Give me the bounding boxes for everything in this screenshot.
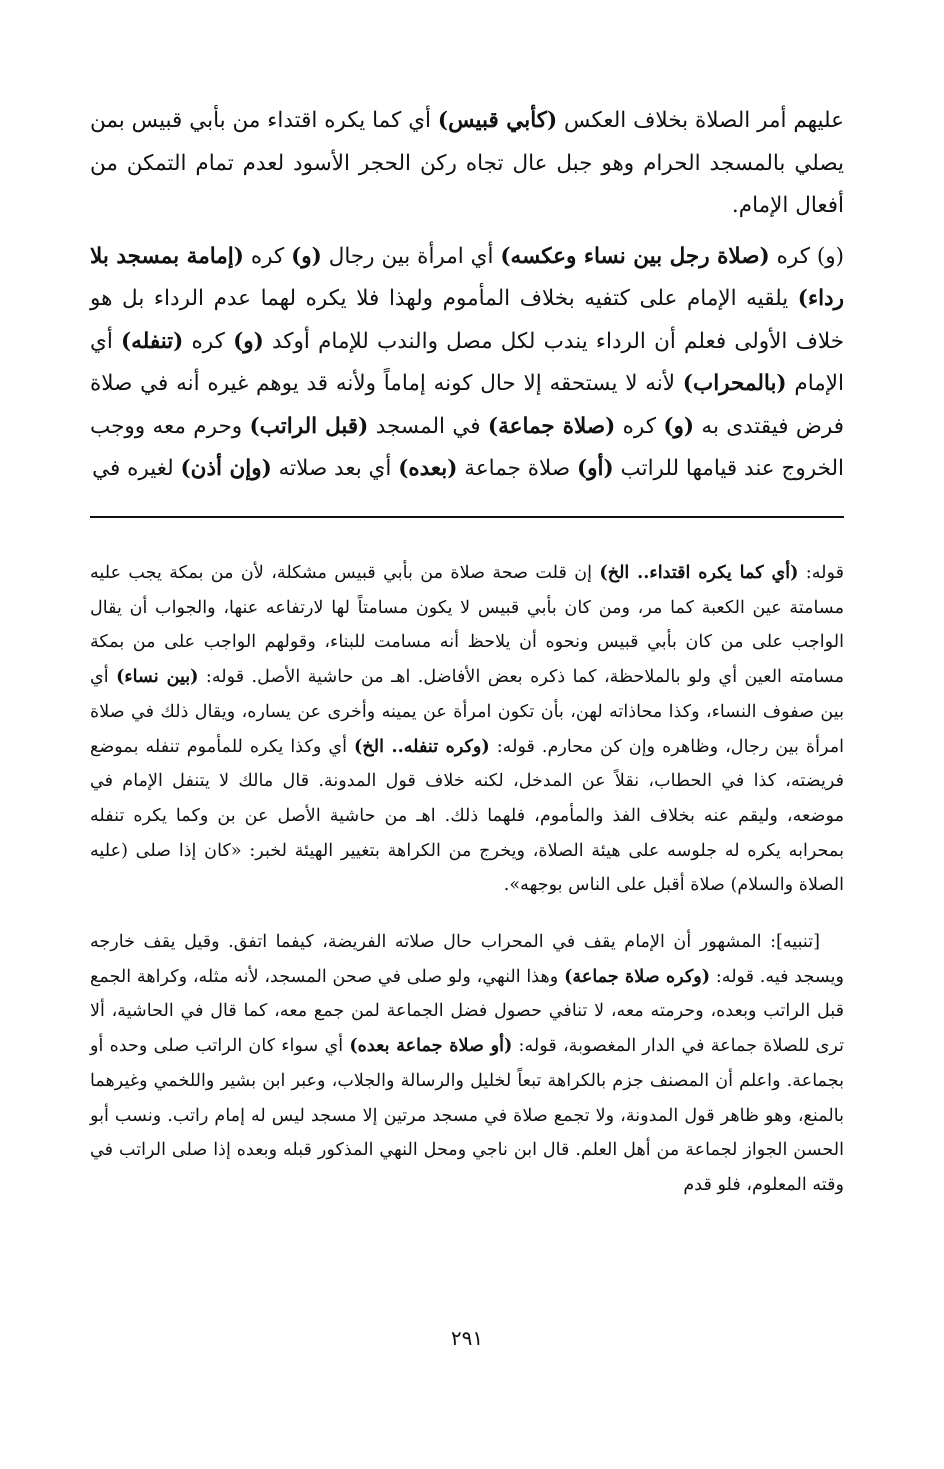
commentary-paragraph-1 xyxy=(90,556,844,903)
text-segment: أي بعد صلاته xyxy=(271,456,399,481)
bold-matn-segment: (وكره صلاة جماعة) xyxy=(564,965,711,987)
bold-matn-segment: (و) xyxy=(663,413,695,439)
bold-matn-segment: (و) xyxy=(291,243,322,269)
bold-matn-segment: (بالمحراب) xyxy=(682,371,787,396)
commentary-paragraph-2 xyxy=(90,925,844,1203)
text-segment: كره xyxy=(243,243,292,269)
text-segment: يلقيه الإمام على كتفيه بخلاف المأموم ولهذا فلا يكره لهما عدم الرداء بل هو خلاف الأولى فعلم أن الرداء يندب لكل مصل والندب للإمام أوكد xyxy=(90,286,845,354)
text-segment: إن قلت صحة صلاة من بأبي قبيس مشكلة، لأن من بمكة يجب عليه مسامتة عين الكعبة كما مر، ومن كان بأبي قبيس لا يكون مسامتاً لها لارتفاعه عنها، والجواب أن يقال الواجب على من كان بأبي قبيس ونحوه أن يلاحظ أنه مسامت للبناء، وقولهم الواجب على من بمكة مسامته العين أي ولو بالملاحظة، كما ذكره بعض الأفاضل. اهـ من حاشية الأصل. قوله: xyxy=(90,563,844,688)
commentary-text xyxy=(90,556,844,1203)
text-segment: أي وكذا يكره للمأموم تنفله بموضع فريضته، كذا في الحطاب، نقلاً عن المدخل، لكنه خلاف قول المدونة. قال مالك لا يتنفل الإمام في موضعه، وليقم عنه بخلاف الفذ والمأموم، فلهما ذلك. اهـ من حاشية الأصل عن بن وكما يكره تنفله بمحرابه يكره له جلوسه على هيئة الصلاة، ويخرج من الكراهة بتغيير الهيئة لخبر: «كان إذا صلى (عليه الصلاة والسلام) صلاة أقبل على الناس بوجهه». xyxy=(90,736,844,896)
bold-matn-segment: (قبل الراتب) xyxy=(249,413,369,439)
main-paragraph-2 xyxy=(90,236,844,491)
text-segment: لغيره في xyxy=(92,456,181,481)
text-segment: أي كما يكره اقتداء من بأبي قبيس بمن يصلي بالمسجد الحرام وهو جبل عال تجاه ركن الحجر الأسود لعدم تمام التمكن من أفعال الإمام. xyxy=(90,108,844,218)
text-segment: [تنبيه]: المشهور أن الإمام يقف في المحراب حال صلاته الفريضة، كيفما اتفق. وقيل يقف خارجه ويسجد فيه. قوله: xyxy=(90,932,844,987)
bold-matn-segment: (و) xyxy=(233,328,264,354)
text-segment: قوله: xyxy=(798,563,844,583)
bold-matn-segment: (وكره تنفله.. الخ) xyxy=(354,735,490,757)
bold-matn-segment: (صلاة جماعة) xyxy=(487,413,616,439)
text-segment: وحرم معه ووجب الخروج عند قيامها للراتب xyxy=(90,413,844,481)
main-text xyxy=(90,100,844,491)
text-segment: وهذا النهي، ولو صلى في صحن المسجد، لأنه مثله، وكراهة الجمع قبل الراتب وبعده، وحرمته معه، لا تنافي حصول فضل الجماعة لمن جمع معه، كما قال في الحاشية، ألا ترى للصلاة جماعة في الدار المغصوبة، قوله: xyxy=(90,966,844,1057)
text-segment: كره xyxy=(183,328,234,354)
text-segment: أي سواء كان الراتب صلى وحده أو بجماعة. واعلم أن المصنف جزم بالكراهة تبعاً لخليل والرسالة والجلاب، وعبر ابن بشير واللخمي وغيرهما بالمنع، وهو ظاهر قول المدونة، ولا تجمع صلاة في مسجد مرتين إلا مسجد ليس له إمام راتب. ونسب أبو الحسن الجواز لجماعة من أهل العلم. قال ابن ناجي ومحل النهي المذكور قبله وبعده إذا صلى الراتب في وقته المعلوم، فلو قدم xyxy=(90,1036,844,1195)
text-segment: عليهم أمر الصلاة بخلاف العكس xyxy=(557,108,844,133)
bold-matn-segment: (وإن أذن) xyxy=(180,456,272,481)
text-segment: كره xyxy=(615,413,664,439)
text-segment: صلاة جماعة xyxy=(457,456,577,481)
bold-matn-segment: (بعده) xyxy=(398,456,458,481)
bold-matn-segment: (إمامة بمسجد بلا رداء) xyxy=(90,243,844,311)
text-segment: أي بين صفوف النساء، وكذا محاذاته لهن، بأن تكون امرأة عن يمينه وأخرى عن يساره، ويقال ذلك في صلاة امرأة بين رجال، وظاهره وإن كن محارم. قوله: xyxy=(90,667,845,757)
text-segment: في المسجد xyxy=(368,413,488,439)
bold-matn-segment: (أي كما يكره اقتداء.. الخ) xyxy=(599,562,799,583)
bold-matn-segment: (بين نساء) xyxy=(116,666,199,688)
text-segment: لأنه لا يستحقه إلا حال كونه إماماً ولأنه قد يوهم غيره أنه في صلاة فرض فيقتدى به xyxy=(90,371,845,439)
text-segment: أي الإمام xyxy=(90,328,844,396)
bold-matn-segment: (أو) xyxy=(576,456,614,481)
footnote-separator xyxy=(90,516,844,518)
bold-matn-segment: (أو صلاة جماعة بعده) xyxy=(349,1035,513,1057)
page-number: ٢٩١ xyxy=(450,1326,484,1350)
main-paragraph-1 xyxy=(90,100,844,228)
page xyxy=(90,0,844,1469)
text-segment: (و) كره xyxy=(769,243,844,269)
bold-matn-segment: (تنفله) xyxy=(121,328,184,354)
text-segment: أي امرأة بين رجال xyxy=(321,243,501,269)
bold-matn-segment: (صلاة رجل بين نساء وعكسه) xyxy=(500,243,770,269)
bold-matn-segment: (كأبي قبيس) xyxy=(437,108,558,133)
